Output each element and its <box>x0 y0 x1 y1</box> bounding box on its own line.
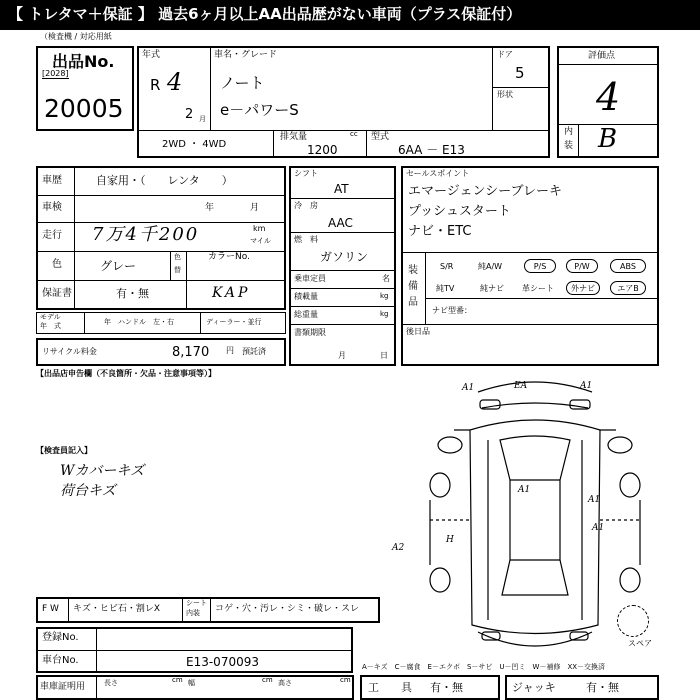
inspector-note-2: 荷台キズ <box>60 483 116 499</box>
mark-right-door-1: A1 <box>588 495 601 505</box>
fw-sheet-2: 内装 <box>186 609 200 617</box>
cert-height-unit: cm <box>340 676 351 684</box>
lot-label: 出品No. <box>52 52 115 71</box>
fuel-value: ガソリン <box>320 250 369 264</box>
mark-front-right: A1 <box>580 381 593 391</box>
color-value: グレー <box>100 259 137 273</box>
equip-ext-navi: 外ナビ <box>566 281 600 295</box>
mark-left-side: A2 <box>392 543 405 553</box>
cert-width: 幅 <box>188 679 195 687</box>
recycle-note: 預託済 <box>242 347 266 356</box>
type-label: 型式 <box>371 132 390 142</box>
warranty-value: 有・無 <box>116 287 149 300</box>
model-type-label-2: 年 式 <box>40 322 61 330</box>
history-label: 車歴 <box>42 175 62 186</box>
repaint-label-1: 色 <box>174 253 181 261</box>
capacity-label: 乗車定員 <box>294 274 326 283</box>
model-type-year: 年 <box>104 318 111 326</box>
load-label: 積載量 <box>294 292 318 301</box>
chassis-label: 車台No. <box>42 655 79 666</box>
shift-label: シフト <box>294 169 318 178</box>
car-name-label: 車名・グレード <box>214 50 278 60</box>
jack-value: 有・無 <box>586 681 619 694</box>
model-type-label-1: モデル <box>40 313 61 321</box>
interior-label-1: 内 <box>564 127 574 137</box>
type-value: 6AA － E13 <box>398 143 465 157</box>
mark-front-left: A1 <box>462 383 475 393</box>
equip-pw: P/W <box>566 259 598 273</box>
equip-abs: ABS <box>610 259 646 273</box>
doc-label: 書類期限 <box>294 328 326 337</box>
equip-aw: 純A/W <box>478 262 503 271</box>
fw-sheet-1: シート <box>186 599 207 607</box>
gross-unit: kg <box>380 310 389 318</box>
model-type-dealer: ディーラー・並行 <box>206 318 262 326</box>
equip-ps: P/S <box>524 259 556 273</box>
warranty-label: 保証書 <box>42 288 72 299</box>
color-code-label: カラーNo. <box>208 252 250 262</box>
shaken-year: 年 <box>205 203 215 213</box>
declaration-label: 【出品店申告欄（不良箇所・欠品・注意事項等）】 <box>36 369 216 378</box>
equipment-label-1: 装 <box>408 265 418 276</box>
capacity-unit: 名 <box>382 274 390 283</box>
load-unit: kg <box>380 292 389 300</box>
ac-value: AAC <box>328 216 353 230</box>
displacement-value: 1200 <box>307 143 338 157</box>
repaint-label-2: 替 <box>174 266 181 274</box>
equip-navi: 純ナビ <box>480 284 504 293</box>
year-value: 4 <box>167 68 183 96</box>
equipment-label-3: 品 <box>408 297 418 308</box>
color-label: 色 <box>52 259 62 270</box>
car-grade: e－パワーS <box>220 101 299 119</box>
gross-label: 総重量 <box>294 310 318 319</box>
mileage-km: km <box>253 224 266 233</box>
fw-text-1: キズ・ヒビ石・割レX <box>73 604 160 614</box>
fw-text-2: コゲ・穴・汚レ・シミ・破レ・スレ <box>215 604 360 614</box>
doors-value: 5 <box>515 64 525 82</box>
equipment-label-2: 備 <box>408 281 418 292</box>
mark-left-h: H <box>446 535 454 545</box>
ac-label: 冷 房 <box>294 201 318 210</box>
doors-label: ドア <box>497 50 513 59</box>
year-label: 年式 <box>142 50 161 60</box>
year-era: R <box>150 76 161 94</box>
history-value: 自家用・（ レンタ ） <box>96 174 233 187</box>
tools-value: 有・無 <box>430 681 463 694</box>
cert-width-unit: cm <box>262 676 273 684</box>
mileage-label: 走行 <box>42 230 62 241</box>
selling-point-2: プッシュスタート <box>408 204 511 219</box>
banner-text: 【 トレタマ＋保証 】 過去6ヶ月以上AA出品歴がない車両（プラス保証付） <box>8 5 522 23</box>
month-unit: 月 <box>199 115 206 123</box>
recycle-label: リサイクル料金 <box>42 347 97 356</box>
inspector-label: 【検査員記入】 <box>36 446 92 455</box>
chassis-value: E13-070093 <box>186 655 259 669</box>
car-name: ノート <box>220 74 265 92</box>
grade-score: 4 <box>596 75 621 119</box>
after-label: 後日品 <box>406 327 430 336</box>
reg-label: 登録No. <box>42 632 79 643</box>
jack-label: ジャッキ <box>512 681 556 694</box>
navi-model-label: ナビ型番： <box>432 306 472 315</box>
mileage-value: 7万4千200 <box>92 224 200 245</box>
shift-value: AT <box>334 182 349 196</box>
month-value: 2 <box>185 107 194 122</box>
legend: A－キズ C－腐食 E－エクボ S－サビ U－凹ミ W－補修 XX－交換済 <box>362 663 606 671</box>
displacement-unit: cc <box>350 130 358 138</box>
spare-circle <box>617 605 649 637</box>
cert-label: 車庫証明用 <box>40 682 86 692</box>
fw-label: F W <box>42 604 59 614</box>
model-type-handle: ハンドル 左・右 <box>118 318 174 326</box>
recycle-value: 8,170 <box>172 345 210 360</box>
equip-leather: 革シート <box>522 284 554 293</box>
equip-airbag: エアB <box>610 281 646 295</box>
cert-height: 高さ <box>278 679 292 687</box>
mark-right-door-2: A1 <box>592 523 605 533</box>
cert-length: 長さ <box>104 679 118 687</box>
lot-code: [2028] <box>42 69 69 78</box>
recycle-unit: 円 <box>226 346 234 355</box>
subheader: （検査機 / 対応用紙 <box>40 32 112 41</box>
mark-center: A1 <box>518 485 531 495</box>
selling-point-3: ナビ・ETC <box>408 224 472 239</box>
selling-point-1: エマージェンシーブレーキ <box>408 184 562 199</box>
lot-number: 20005 <box>44 94 124 123</box>
doc-month: 月 <box>338 351 346 360</box>
cert-length-unit: cm <box>172 676 183 684</box>
grade-label: 評価点 <box>588 51 616 61</box>
selling-label: セールスポイント <box>406 169 470 178</box>
tools-label: 工 具 <box>368 681 412 694</box>
displacement-label: 排気量 <box>280 132 308 142</box>
drive-type: 2WD ・ 4WD <box>162 139 227 150</box>
mark-front-center: EA <box>514 381 528 391</box>
spare-label: スペア <box>628 639 652 648</box>
interior-label-2: 装 <box>564 141 574 151</box>
shaken-month: 月 <box>250 203 260 213</box>
shaken-label: 車検 <box>42 202 62 213</box>
inspector-note-1: Wカバーキズ <box>60 463 145 479</box>
shape-label: 形状 <box>497 90 513 99</box>
warranty-mark: KAP <box>212 285 251 301</box>
doc-day: 日 <box>380 351 388 360</box>
interior-grade: B <box>598 124 618 154</box>
equip-sr: S/R <box>440 262 454 271</box>
equip-tv: 純TV <box>436 284 455 293</box>
fuel-label: 燃 料 <box>294 235 318 244</box>
mileage-mile: マイル <box>250 237 271 245</box>
